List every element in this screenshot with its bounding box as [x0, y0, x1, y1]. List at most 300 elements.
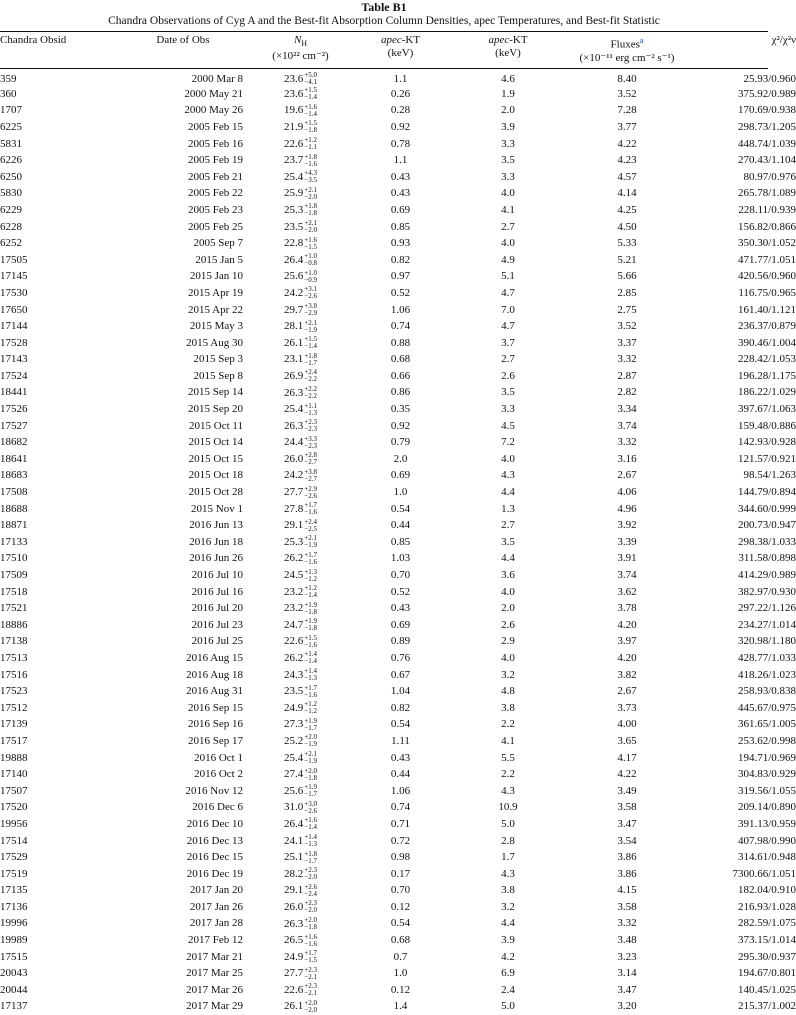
cell-apec-kt-2: 2.0 — [501, 602, 515, 615]
cell-obsid: 17524 — [0, 369, 28, 382]
cell-obsid: 17517 — [0, 734, 28, 747]
cell-chi-squared: 297.22/1.126 — [737, 602, 796, 615]
cell-flux: 3.74 — [617, 569, 637, 582]
cell-chi-squared: 428.77/1.033 — [737, 651, 796, 664]
cell-apec-kt-2: 5.5 — [501, 751, 515, 764]
cell-chi-squared: 320.98/1.180 — [737, 635, 796, 648]
nh-lower-error: −2.0 — [304, 226, 317, 235]
cell-chi-squared: 234.27/1.014 — [737, 618, 796, 631]
table-row — [0, 318, 796, 335]
cell-apec-kt-2: 3.3 — [501, 403, 515, 416]
cell-flux: 3.20 — [617, 1000, 637, 1013]
cell-nh: 26.9 +2.4 −2.2 — [284, 368, 317, 384]
cell-nh: 29.1 +2.4 −2.5 — [284, 517, 317, 533]
cell-nh: 27.3 +1.9 −1.7 — [284, 716, 317, 732]
cell-obsid: 19989 — [0, 934, 28, 947]
cell-nh: 26.5 +1.6 −1.6 — [284, 932, 317, 948]
cell-apec-kt-1: 0.82 — [390, 253, 411, 266]
cell-nh: 27.7 +2.3 −2.1 — [284, 965, 317, 981]
cell-apec-kt-1: 1.03 — [390, 552, 411, 565]
cell-chi-squared: 228.42/1.053 — [737, 353, 796, 366]
cell-flux: 3.52 — [617, 320, 637, 333]
table-row — [0, 235, 796, 252]
cell-apec-kt-2: 4.1 — [501, 203, 515, 216]
nh-lower-error: −3.5 — [304, 176, 317, 185]
cell-apec-kt-2: 4.2 — [501, 950, 515, 963]
cell-apec-kt-1: 0.85 — [390, 220, 411, 233]
cell-chi-squared: 304.83/0.929 — [737, 768, 796, 781]
cell-nh: 26.3 +2.3 −2.3 — [284, 418, 317, 434]
cell-chi-squared: 116.75/0.965 — [738, 286, 796, 299]
cell-obsid: 17521 — [0, 602, 28, 615]
cell-apec-kt-2: 2.9 — [501, 635, 515, 648]
cell-chi-squared: 319.56/1.055 — [737, 784, 796, 797]
cell-nh: 24.2 +3.8 −2.7 — [284, 467, 317, 483]
cell-flux: 2.87 — [617, 369, 637, 382]
header-nh-symbol: $N_H$ — [293, 34, 308, 49]
table-row — [0, 783, 796, 800]
cell-nh: 23.5 +2.1 −2.0 — [284, 219, 317, 235]
cell-obsid: 17514 — [0, 834, 28, 847]
cell-apec-kt-2: 3.5 — [501, 386, 515, 399]
nh-upper-error: +1.0 — [304, 268, 317, 277]
cell-nh: 23.7 +1.8 −1.6 — [284, 152, 317, 168]
nh-lower-error: −1.8 — [304, 126, 317, 135]
nh-upper-error: +2.6 — [304, 882, 317, 891]
nh-upper-error: +2.4 — [304, 368, 317, 377]
nh-upper-error: +2.3 — [304, 899, 317, 908]
cell-chi-squared: 418.26/1.023 — [737, 668, 796, 681]
nh-upper-error: +1.1 — [304, 401, 317, 410]
cell-chi-squared: 80.97/0.976 — [743, 170, 796, 183]
cell-obsid: 18688 — [0, 502, 28, 515]
cell-chi-squared: 350.30/1.052 — [737, 237, 796, 250]
cell-apec-kt-1: 0.52 — [390, 585, 411, 598]
cell-chi-squared: 373.15/1.014 — [737, 934, 796, 947]
cell-flux: 3.58 — [617, 900, 637, 913]
nh-upper-error: +2.3 — [304, 866, 317, 875]
cell-date: 2015 Oct 18 — [188, 469, 243, 482]
cell-chi-squared: 194.67/0.801 — [737, 967, 796, 980]
cell-chi-squared: 98.54/1.263 — [743, 469, 796, 482]
cell-chi-squared: 209.14/0.890 — [737, 801, 796, 814]
nh-lower-error: −1.8 — [304, 624, 317, 633]
nh-upper-error: +2.0 — [304, 998, 317, 1007]
cell-nh: 26.3 +2.2 −2.2 — [284, 384, 317, 400]
nh-upper-error: +1.3 — [304, 567, 317, 576]
cell-apec-kt-1: 0.44 — [390, 519, 411, 532]
cell-chi-squared: 298.73/1.205 — [737, 120, 796, 133]
cell-chi-squared: 161.40/1.121 — [737, 303, 796, 316]
nh-upper-error: +1.8 — [304, 202, 317, 211]
nh-upper-error: +1.4 — [304, 667, 317, 676]
cell-obsid: 17508 — [0, 486, 28, 499]
cell-date: 2017 Mar 29 — [186, 1000, 243, 1013]
table-caption: Chandra Observations of Cyg A and the Best-fit Absorption Column Densities, apec Temperatures, and Best-fit Statistic — [108, 15, 660, 27]
cell-obsid: 6228 — [0, 220, 22, 233]
observations-table — [0, 32, 796, 1015]
cell-date: 2005 Feb 25 — [188, 220, 243, 233]
table-row — [0, 700, 796, 717]
footnote-a-link[interactable]: a — [639, 36, 644, 45]
cell-obsid: 17516 — [0, 668, 28, 681]
table-row — [0, 650, 796, 667]
cell-obsid: 17529 — [0, 851, 28, 864]
cell-apec-kt-2: 2.0 — [501, 104, 515, 117]
nh-upper-error: +3.8 — [304, 302, 317, 311]
cell-obsid: 19956 — [0, 817, 28, 830]
cell-obsid: 17515 — [0, 950, 28, 963]
nh-upper-error: +1.4 — [304, 833, 317, 842]
cell-date: 2016 Dec 13 — [186, 834, 243, 847]
cell-apec-kt-1: 0.79 — [390, 436, 411, 449]
cell-flux: 3.97 — [617, 635, 637, 648]
cell-chi-squared: 186.22/1.029 — [737, 386, 796, 399]
cell-nh: 26.2 +1.4 −1.4 — [284, 650, 317, 666]
cell-apec-kt-2: 4.9 — [501, 253, 515, 266]
table-row — [0, 634, 796, 651]
cell-apec-kt-2: 4.0 — [501, 237, 515, 250]
cell-flux: 4.57 — [617, 170, 637, 183]
table-row — [0, 965, 796, 982]
cell-nh: 24.5 +1.3 −1.2 — [284, 567, 317, 583]
cell-apec-kt-2: 3.8 — [501, 884, 515, 897]
cell-chi-squared: 295.30/0.937 — [737, 950, 796, 963]
cell-apec-kt-2: 2.7 — [501, 519, 515, 532]
cell-apec-kt-1: 1.4 — [393, 1000, 408, 1013]
nh-upper-error: +1.2 — [304, 584, 317, 593]
table-row — [0, 534, 796, 551]
cell-nh: 28.2 +2.3 −2.0 — [284, 866, 317, 882]
cell-apec-kt-2: 3.3 — [501, 170, 515, 183]
table-row — [0, 667, 796, 684]
header-fluxes: Fluxes$^a$ (×10⁻¹¹ erg cm⁻² s⁻¹) — [579, 36, 675, 64]
cell-apec-kt-1: 0.68 — [390, 934, 411, 947]
nh-upper-error: +5.0 — [304, 71, 317, 79]
cell-chi-squared: 314.61/0.948 — [737, 851, 796, 864]
cell-chi-squared: 182.04/0.910 — [737, 884, 796, 897]
nh-lower-error: −1.9 — [304, 541, 317, 550]
cell-apec-kt-1: 0.43 — [390, 170, 411, 183]
cell-chi-squared: 140.45/1.025 — [737, 983, 796, 996]
cell-apec-kt-1: 0.43 — [390, 602, 411, 615]
cell-nh: 23.2 +1.9 −1.8 — [284, 600, 317, 616]
cell-date: 2016 Dec 19 — [186, 867, 243, 880]
cell-nh: 19.6 +1.6 −1.4 — [284, 102, 317, 118]
table-row — [0, 617, 796, 634]
cell-apec-kt-1: 1.04 — [390, 685, 411, 698]
cell-chi-squared: 361.65/1.005 — [737, 718, 796, 731]
cell-date: 2000 May 21 — [184, 87, 243, 100]
cell-apec-kt-1: 0.85 — [390, 535, 411, 548]
nh-lower-error: −1.3 — [304, 674, 317, 683]
cell-nh: 24.9 +1.2 −1.2 — [284, 700, 317, 716]
cell-date: 2015 Nov 1 — [191, 502, 243, 515]
nh-upper-error: +1.6 — [304, 816, 317, 825]
cell-date: 2015 Sep 8 — [193, 369, 243, 382]
cell-obsid: 20043 — [0, 967, 28, 980]
nh-lower-error: −1.4 — [304, 109, 317, 118]
cell-apec-kt-1: 0.43 — [390, 751, 411, 764]
cell-apec-kt-1: 0.69 — [390, 469, 411, 482]
cell-flux: 3.14 — [617, 967, 637, 980]
cell-nh: 22.6 +1.2 −1.1 — [284, 136, 317, 152]
cell-apec-kt-2: 7.0 — [501, 303, 515, 316]
cell-apec-kt-1: 0.7 — [393, 950, 408, 963]
table-row — [0, 567, 796, 584]
cell-flux: 2.82 — [617, 386, 637, 399]
cell-apec-kt-1: 0.66 — [390, 369, 411, 382]
nh-lower-error: −1.8 — [304, 607, 317, 616]
cell-chi-squared: 282.59/1.075 — [737, 917, 796, 930]
table-row — [0, 418, 796, 435]
table-row — [0, 136, 796, 153]
cell-obsid: 17650 — [0, 303, 28, 316]
cell-chi-squared: 258.93/0.838 — [737, 685, 796, 698]
table-title: Table B1 — [361, 0, 407, 14]
cell-date: 2015 Sep 20 — [188, 403, 243, 416]
nh-lower-error: −1.7 — [304, 358, 317, 367]
cell-obsid: 18871 — [0, 519, 28, 532]
nh-upper-error: +1.6 — [304, 102, 317, 111]
header-fluxes-unit: (×10⁻¹¹ erg cm⁻² s⁻¹) — [579, 51, 675, 64]
nh-lower-error: −1.7 — [304, 790, 317, 799]
nh-lower-error: −0.8 — [304, 259, 317, 268]
cell-flux: 4.23 — [617, 154, 637, 167]
table-row — [0, 434, 796, 451]
cell-flux: 4.20 — [617, 651, 637, 664]
cell-apec-kt-1: 1.06 — [390, 784, 411, 797]
cell-apec-kt-1: 0.52 — [390, 286, 411, 299]
nh-lower-error: −2.7 — [304, 458, 317, 467]
cell-obsid: 17137 — [0, 1000, 28, 1013]
nh-upper-error: +2.0 — [304, 766, 317, 775]
cell-nh: 23.1 +1.8 −1.7 — [284, 351, 317, 367]
nh-upper-error: +1.5 — [304, 119, 317, 128]
cell-nh: 24.3 +1.4 −1.3 — [284, 667, 317, 683]
nh-lower-error: −2.3 — [304, 441, 317, 450]
cell-nh: 26.1 +2.0 −2.0 — [284, 998, 317, 1014]
nh-lower-error: −1.3 — [304, 840, 317, 849]
header-apec-kt-2: apec-KT (keV) — [488, 34, 528, 59]
nh-lower-error: −2.0 — [304, 906, 317, 915]
cell-apec-kt-1: 0.72 — [390, 834, 411, 847]
cell-flux: 3.92 — [617, 519, 637, 532]
cell-apec-kt-1: 0.70 — [390, 884, 411, 897]
cell-flux: 4.25 — [617, 203, 637, 216]
cell-nh: 25.6 +1.0 −0.9 — [284, 268, 317, 284]
cell-flux: 3.62 — [617, 585, 637, 598]
nh-lower-error: −2.7 — [304, 474, 317, 483]
cell-date: 2016 Oct 2 — [194, 768, 243, 781]
cell-flux: 3.91 — [617, 552, 637, 565]
cell-nh: 26.1 +1.5 −1.4 — [284, 335, 317, 351]
table-row — [0, 982, 796, 999]
cell-obsid: 360 — [0, 87, 17, 100]
cell-obsid: 17136 — [0, 900, 28, 913]
cell-flux: 3.48 — [617, 934, 637, 947]
cell-chi-squared: 391.13/0.959 — [737, 817, 796, 830]
cell-chi-squared: 196.28/1.175 — [737, 369, 796, 382]
cell-apec-kt-1: 1.1 — [393, 154, 408, 167]
cell-nh: 25.3 +2.1 −1.9 — [284, 534, 317, 550]
cell-obsid: 6226 — [0, 154, 22, 167]
cell-apec-kt-2: 2.7 — [501, 220, 515, 233]
cell-date: 2015 Jan 10 — [189, 270, 243, 283]
cell-chi-squared: 25.93/0.960 — [743, 72, 796, 85]
nh-upper-error: +1.9 — [304, 617, 317, 626]
nh-upper-error: +2.4 — [304, 517, 317, 526]
cell-chi-squared: 144.79/0.894 — [737, 486, 796, 499]
table-row — [0, 733, 796, 750]
cell-apec-kt-1: 1.1 — [393, 72, 408, 85]
cell-nh: 22.6 +2.3 −2.1 — [284, 982, 317, 998]
cell-date: 2005 Feb 21 — [188, 170, 243, 183]
cell-apec-kt-1: 0.82 — [390, 701, 411, 714]
cell-date: 2016 Aug 15 — [186, 651, 243, 664]
cell-flux: 2.67 — [617, 469, 637, 482]
nh-upper-error: +2.2 — [304, 384, 317, 393]
cell-apec-kt-1: 0.67 — [390, 668, 411, 681]
cell-apec-kt-2: 2.6 — [501, 369, 515, 382]
cell-date: 2016 Oct 1 — [194, 751, 243, 764]
nh-lower-error: −1.7 — [304, 856, 317, 865]
cell-apec-kt-2: 4.5 — [501, 419, 515, 432]
cell-date: 2017 Jan 20 — [189, 884, 243, 897]
nh-upper-error: +1.2 — [304, 700, 317, 709]
cell-date: 2015 May 3 — [189, 320, 243, 333]
cell-date: 2015 Apr 19 — [188, 286, 243, 299]
cell-date: 2016 Sep 16 — [188, 718, 243, 731]
cell-chi-squared: 397.67/1.063 — [737, 403, 796, 416]
cell-flux: 3.39 — [617, 535, 637, 548]
table-row — [0, 368, 796, 385]
cell-obsid: 6252 — [0, 237, 22, 250]
cell-date: 2017 Jan 28 — [189, 917, 243, 930]
cell-obsid: 18886 — [0, 618, 28, 631]
table-row — [0, 484, 796, 501]
cell-obsid: 20044 — [0, 983, 28, 996]
nh-lower-error: −1.4 — [304, 591, 317, 600]
nh-upper-error: +1.6 — [304, 932, 317, 941]
cell-apec-kt-1: 0.93 — [390, 237, 411, 250]
cell-chi-squared: 228.11/0.939 — [738, 203, 796, 216]
table-row — [0, 766, 796, 783]
cell-chi-squared: 216.93/1.028 — [737, 900, 796, 913]
cell-apec-kt-1: 0.26 — [390, 87, 411, 100]
cell-date: 2015 Oct 14 — [188, 436, 243, 449]
nh-lower-error: −1.8 — [304, 922, 317, 931]
cell-obsid: 17528 — [0, 336, 28, 349]
cell-date: 2016 Nov 12 — [185, 784, 243, 797]
nh-upper-error: +2.9 — [304, 484, 317, 493]
nh-upper-error: +2.1 — [304, 318, 317, 327]
nh-lower-error: −1.1 — [304, 143, 317, 152]
header-date: Date of Obs — [156, 34, 210, 46]
cell-flux: 2.75 — [617, 303, 637, 316]
header-apec-kt-1-unit: (keV) — [387, 47, 414, 59]
cell-chi-squared: 298.38/1.033 — [737, 535, 796, 548]
nh-lower-error: −1.9 — [304, 325, 317, 334]
cell-apec-kt-2: 2.4 — [501, 983, 515, 996]
cell-flux: 3.32 — [617, 917, 637, 930]
cell-apec-kt-1: 0.92 — [390, 120, 411, 133]
cell-chi-squared: 265.78/1.089 — [737, 187, 796, 200]
nh-upper-error: +1.6 — [304, 235, 317, 244]
cell-apec-kt-2: 3.8 — [501, 701, 515, 714]
table-row — [0, 517, 796, 534]
cell-date: 2000 May 26 — [184, 104, 243, 117]
table-row — [0, 119, 796, 136]
cell-flux: 3.47 — [617, 817, 637, 830]
cell-apec-kt-2: 3.7 — [501, 336, 515, 349]
cell-obsid: 17139 — [0, 718, 28, 731]
cell-obsid: 17507 — [0, 784, 28, 797]
table-row — [0, 352, 796, 369]
cell-apec-kt-1: 0.17 — [390, 867, 411, 880]
cell-flux: 4.96 — [617, 502, 637, 515]
cell-flux: 4.20 — [617, 618, 637, 631]
nh-upper-error: +1.8 — [304, 849, 317, 858]
cell-chi-squared: 142.93/0.928 — [737, 436, 796, 449]
table-row — [0, 816, 796, 833]
nh-lower-error: −2.2 — [304, 375, 317, 384]
cell-flux: 3.54 — [617, 834, 637, 847]
nh-lower-error: −1.6 — [304, 557, 317, 566]
cell-flux: 4.00 — [617, 718, 637, 731]
nh-upper-error: +2.0 — [304, 733, 317, 742]
table-row — [0, 849, 796, 866]
table-row — [0, 86, 796, 103]
table-row — [0, 750, 796, 767]
nh-upper-error: +3.8 — [304, 467, 317, 476]
cell-apec-kt-2: 3.2 — [501, 668, 515, 681]
cell-chi-squared: 170.69/0.938 — [737, 104, 796, 117]
cell-date: 2015 Sep 3 — [193, 353, 243, 366]
cell-date: 2016 Jul 20 — [191, 602, 243, 615]
nh-upper-error: +2.3 — [304, 418, 317, 427]
table-row — [0, 401, 796, 418]
cell-chi-squared: 382.97/0.930 — [737, 585, 796, 598]
cell-date: 2015 Oct 28 — [188, 486, 243, 499]
table-row — [0, 252, 796, 269]
nh-lower-error: −1.9 — [304, 757, 317, 766]
table-row — [0, 219, 796, 236]
cell-obsid: 1707 — [0, 104, 22, 117]
cell-date: 2005 Feb 23 — [188, 203, 243, 216]
cell-chi-squared: 344.60/0.999 — [737, 502, 796, 515]
cell-date: 2005 Sep 7 — [193, 237, 243, 250]
cell-apec-kt-2: 4.8 — [501, 685, 515, 698]
cell-flux: 3.82 — [617, 668, 637, 681]
cell-date: 2016 Aug 31 — [186, 685, 243, 698]
cell-flux: 7.28 — [617, 104, 637, 117]
table-row — [0, 202, 796, 219]
cell-date: 2015 Apr 22 — [188, 303, 243, 316]
nh-lower-error: −2.3 — [304, 425, 317, 434]
cell-apec-kt-1: 0.68 — [390, 353, 411, 366]
cell-nh: 25.3 +1.8 −1.8 — [284, 202, 317, 218]
table-row — [0, 68, 796, 86]
cell-apec-kt-2: 4.4 — [501, 486, 515, 499]
header-nh-unit: (×10²² cm⁻²) — [272, 50, 329, 63]
nh-upper-error: +3.0 — [304, 799, 317, 808]
table-row — [0, 186, 796, 203]
nh-upper-error: +1.8 — [304, 152, 317, 161]
nh-lower-error: −1.5 — [304, 242, 317, 251]
cell-obsid: 6250 — [0, 170, 22, 183]
nh-upper-error: +3.3 — [304, 434, 317, 443]
